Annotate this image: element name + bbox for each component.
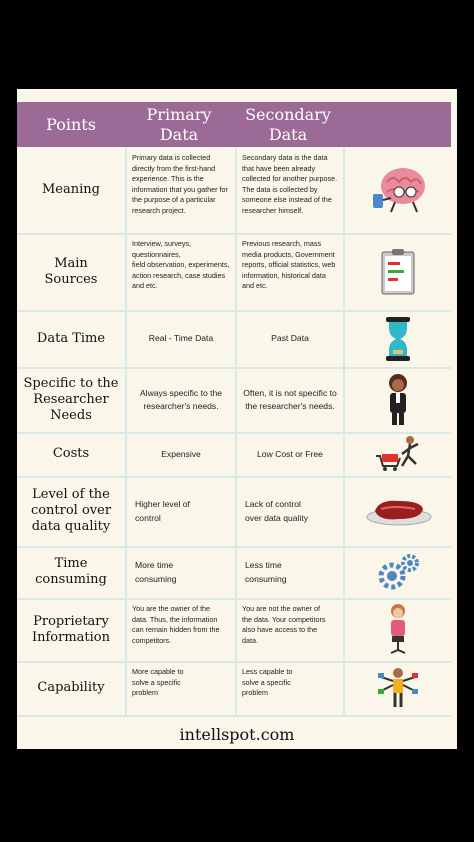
point-label: Costs: [52, 446, 90, 461]
primary-cell: Higher level of control: [125, 476, 235, 546]
point-label: Capability: [37, 680, 105, 695]
row-time-consuming: [17, 546, 451, 600]
row-proprietary-information: [17, 598, 451, 663]
primary-cell: Expensive: [125, 432, 235, 476]
point-label: Data Time: [36, 330, 106, 346]
primary-cell: Interview, surveys, questionnaires, field observation, experiments, action research, case studies and etc.: [125, 233, 235, 310]
secondary-cell: Secondary data is the data that have been already collected for another purpose. The data is collected by someone else instead of the researcher himself.: [235, 147, 343, 233]
primary-cell: You are the owner of the data. Thus, the information can remain hidden from the competitors.: [125, 598, 235, 661]
primary-cell: More capable to solve a specific problem: [125, 661, 235, 715]
point-label: Level of the control over data quality: [30, 487, 112, 534]
primary-cell: Real - Time Data: [125, 310, 235, 367]
gears-icon: [343, 546, 451, 598]
secondary-cell: Low Cost or Free: [235, 432, 343, 476]
primary-cell: Always specific to the researcher's needs.: [125, 367, 235, 432]
meat-icon: [343, 476, 451, 546]
researcher-icon: [343, 367, 451, 432]
header-primary-data: Primary Data: [146, 104, 212, 144]
brain-icon: [343, 147, 451, 233]
secondary-cell: Often, it is not specific to the researcher's needs.: [235, 367, 343, 432]
point-label: Specific to the Researcher Needs: [23, 375, 119, 423]
row-control-over-quality: [17, 476, 451, 548]
primary-cell: Primary data is collected directly from the first-hand experience. This is the information that you gather for the purpose of a particular research project.: [125, 147, 235, 233]
row-costs: [17, 432, 451, 478]
shopping-cart-icon: [343, 432, 451, 476]
table-header: [17, 102, 451, 147]
row-specific-to-needs: [17, 367, 451, 434]
hourglass-icon: [343, 310, 451, 367]
comparison-card: [17, 89, 457, 749]
footer-site-name: intellspot.com: [179, 725, 295, 744]
point-label: Proprietary Information: [31, 613, 111, 645]
secondary-cell: Previous research, mass media products, Government reports, official statistics, web information, historical data and etc.: [235, 233, 343, 310]
header-points: Points: [46, 114, 96, 134]
row-data-time: [17, 310, 451, 369]
primary-cell: More time consuming: [125, 546, 235, 598]
clipboard-icon: [343, 233, 451, 310]
row-meaning: [17, 147, 451, 235]
row-capability: [17, 661, 451, 717]
secondary-cell: Less capable to solve a specific problem: [235, 661, 343, 715]
row-main-sources: [17, 233, 451, 312]
point-label: Meaning: [42, 182, 100, 197]
secondary-cell: Past Data: [235, 310, 343, 367]
multitasking-person-icon: [343, 661, 451, 715]
point-label: Time consuming: [35, 556, 107, 587]
secondary-cell: You are not the owner of the data. Your competitors also have access to the data.: [235, 598, 343, 661]
header-secondary-data: Secondary Data: [245, 104, 331, 144]
point-label: Main Sources: [44, 255, 98, 287]
secondary-cell: Less time consuming: [235, 546, 343, 598]
woman-on-chair-icon: [343, 598, 451, 661]
secondary-cell: Lack of control over data quality: [235, 476, 343, 546]
